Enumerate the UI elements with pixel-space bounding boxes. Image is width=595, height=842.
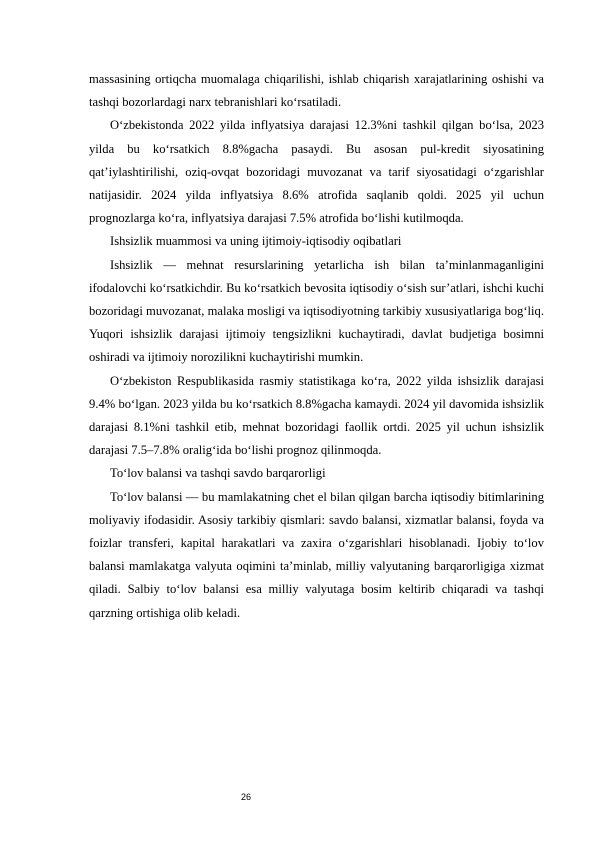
- page-number: 26: [240, 792, 251, 802]
- paragraph-unemployment-definition: Ishsizlik — mehnat resurslarining yetarlicha ish bilan ta’minlanmaganligini ifodalovchi ko‘rsatkichdir. Bu ko‘rsatkich bevosita iqtisodiy o‘sish sur’atlari, ishchi kuchi bozoridagi muvozanat, malaka mosligi va iqtisodiyotning tarkibiy xususiyatlariga bog‘liq. Yuqori ishsizlik darajasi ijtimoiy tengsizlikni kuchaytiradi, davlat budjetiga bosimni oshiradi va ijtimoiy norozilikni kuchaytirishi mumkin.: [89, 257, 544, 365]
- section-heading-balance-of-payments: To‘lov balansi va tashqi savdo barqarorligi: [110, 466, 326, 481]
- paragraph-inflation-stats: O‘zbekistonda 2022 yilda inflyatsiya darajasi 12.3%ni tashkil qilgan bo‘lsa, 2023 yilda bu ko‘rsatkich 8.8%gacha pasaydi. Bu asosan pul-kredit siyosatining qat’iylashtirilishi, oziq-ovqat bozoridagi muvozanat va tarif siyosatidagi o‘zgarishlar natijasidir. 2024 yilda inflyatsiya 8.6% atrofida saqlanib qoldi. 2025 yil uchun prognozlarga ko‘ra, inflyatsiya darajasi 7.5% atrofida bo‘lishi kutilmoqda.: [89, 118, 544, 226]
- paragraph-unemployment-stats: O‘zbekiston Respublikasida rasmiy statistikaga ko‘ra, 2022 yilda ishsizlik darajasi 9.4% bo‘lgan. 2023 yilda bu ko‘rsatkich 8.8%gacha kamaydi. 2024 yil davomida ishsizlik darajasi 8.1%ni tashkil etib, mehnat bozoridagi faollik ortdi. 2025 yil uchun ishsizlik darajasi 7.5–7.8% oralig‘ida bo‘lishi prognoz qilinmoqda.: [89, 373, 544, 458]
- paragraph-continuation: massasining ortiqcha muomalaga chiqarilishi, ishlab chiqarish xarajatlarining oshishi va tashqi bozorlardagi narx tebranishlari ko‘rsatiladi.: [89, 72, 544, 110]
- section-heading-unemployment: Ishsizlik muammosi va uning ijtimoiy-iqtisodiy oqibatlari: [110, 234, 402, 249]
- document-page: [89, 68, 544, 625]
- paragraph-balance-of-payments: To‘lov balansi — bu mamlakatning chet el bilan qilgan barcha iqtisodiy bitimlarining moliyaviy ifodasidir. Asosiy tarkibiy qismlari: savdo balansi, xizmatlar balansi, foyda va foizlar transferi, kapital harakatlari va zaxira o‘zgarishlari hisoblanadi. Ijobiy to‘lov balansi mamlakatga valyuta oqimini ta’minlab, milliy valyutaning barqarorligiga xizmat qiladi. Salbiy to‘lov balansi esa milliy valyutaga bosim keltirib chiqaradi va tashqi qarzning ortishiga olib keladi.: [89, 489, 544, 620]
